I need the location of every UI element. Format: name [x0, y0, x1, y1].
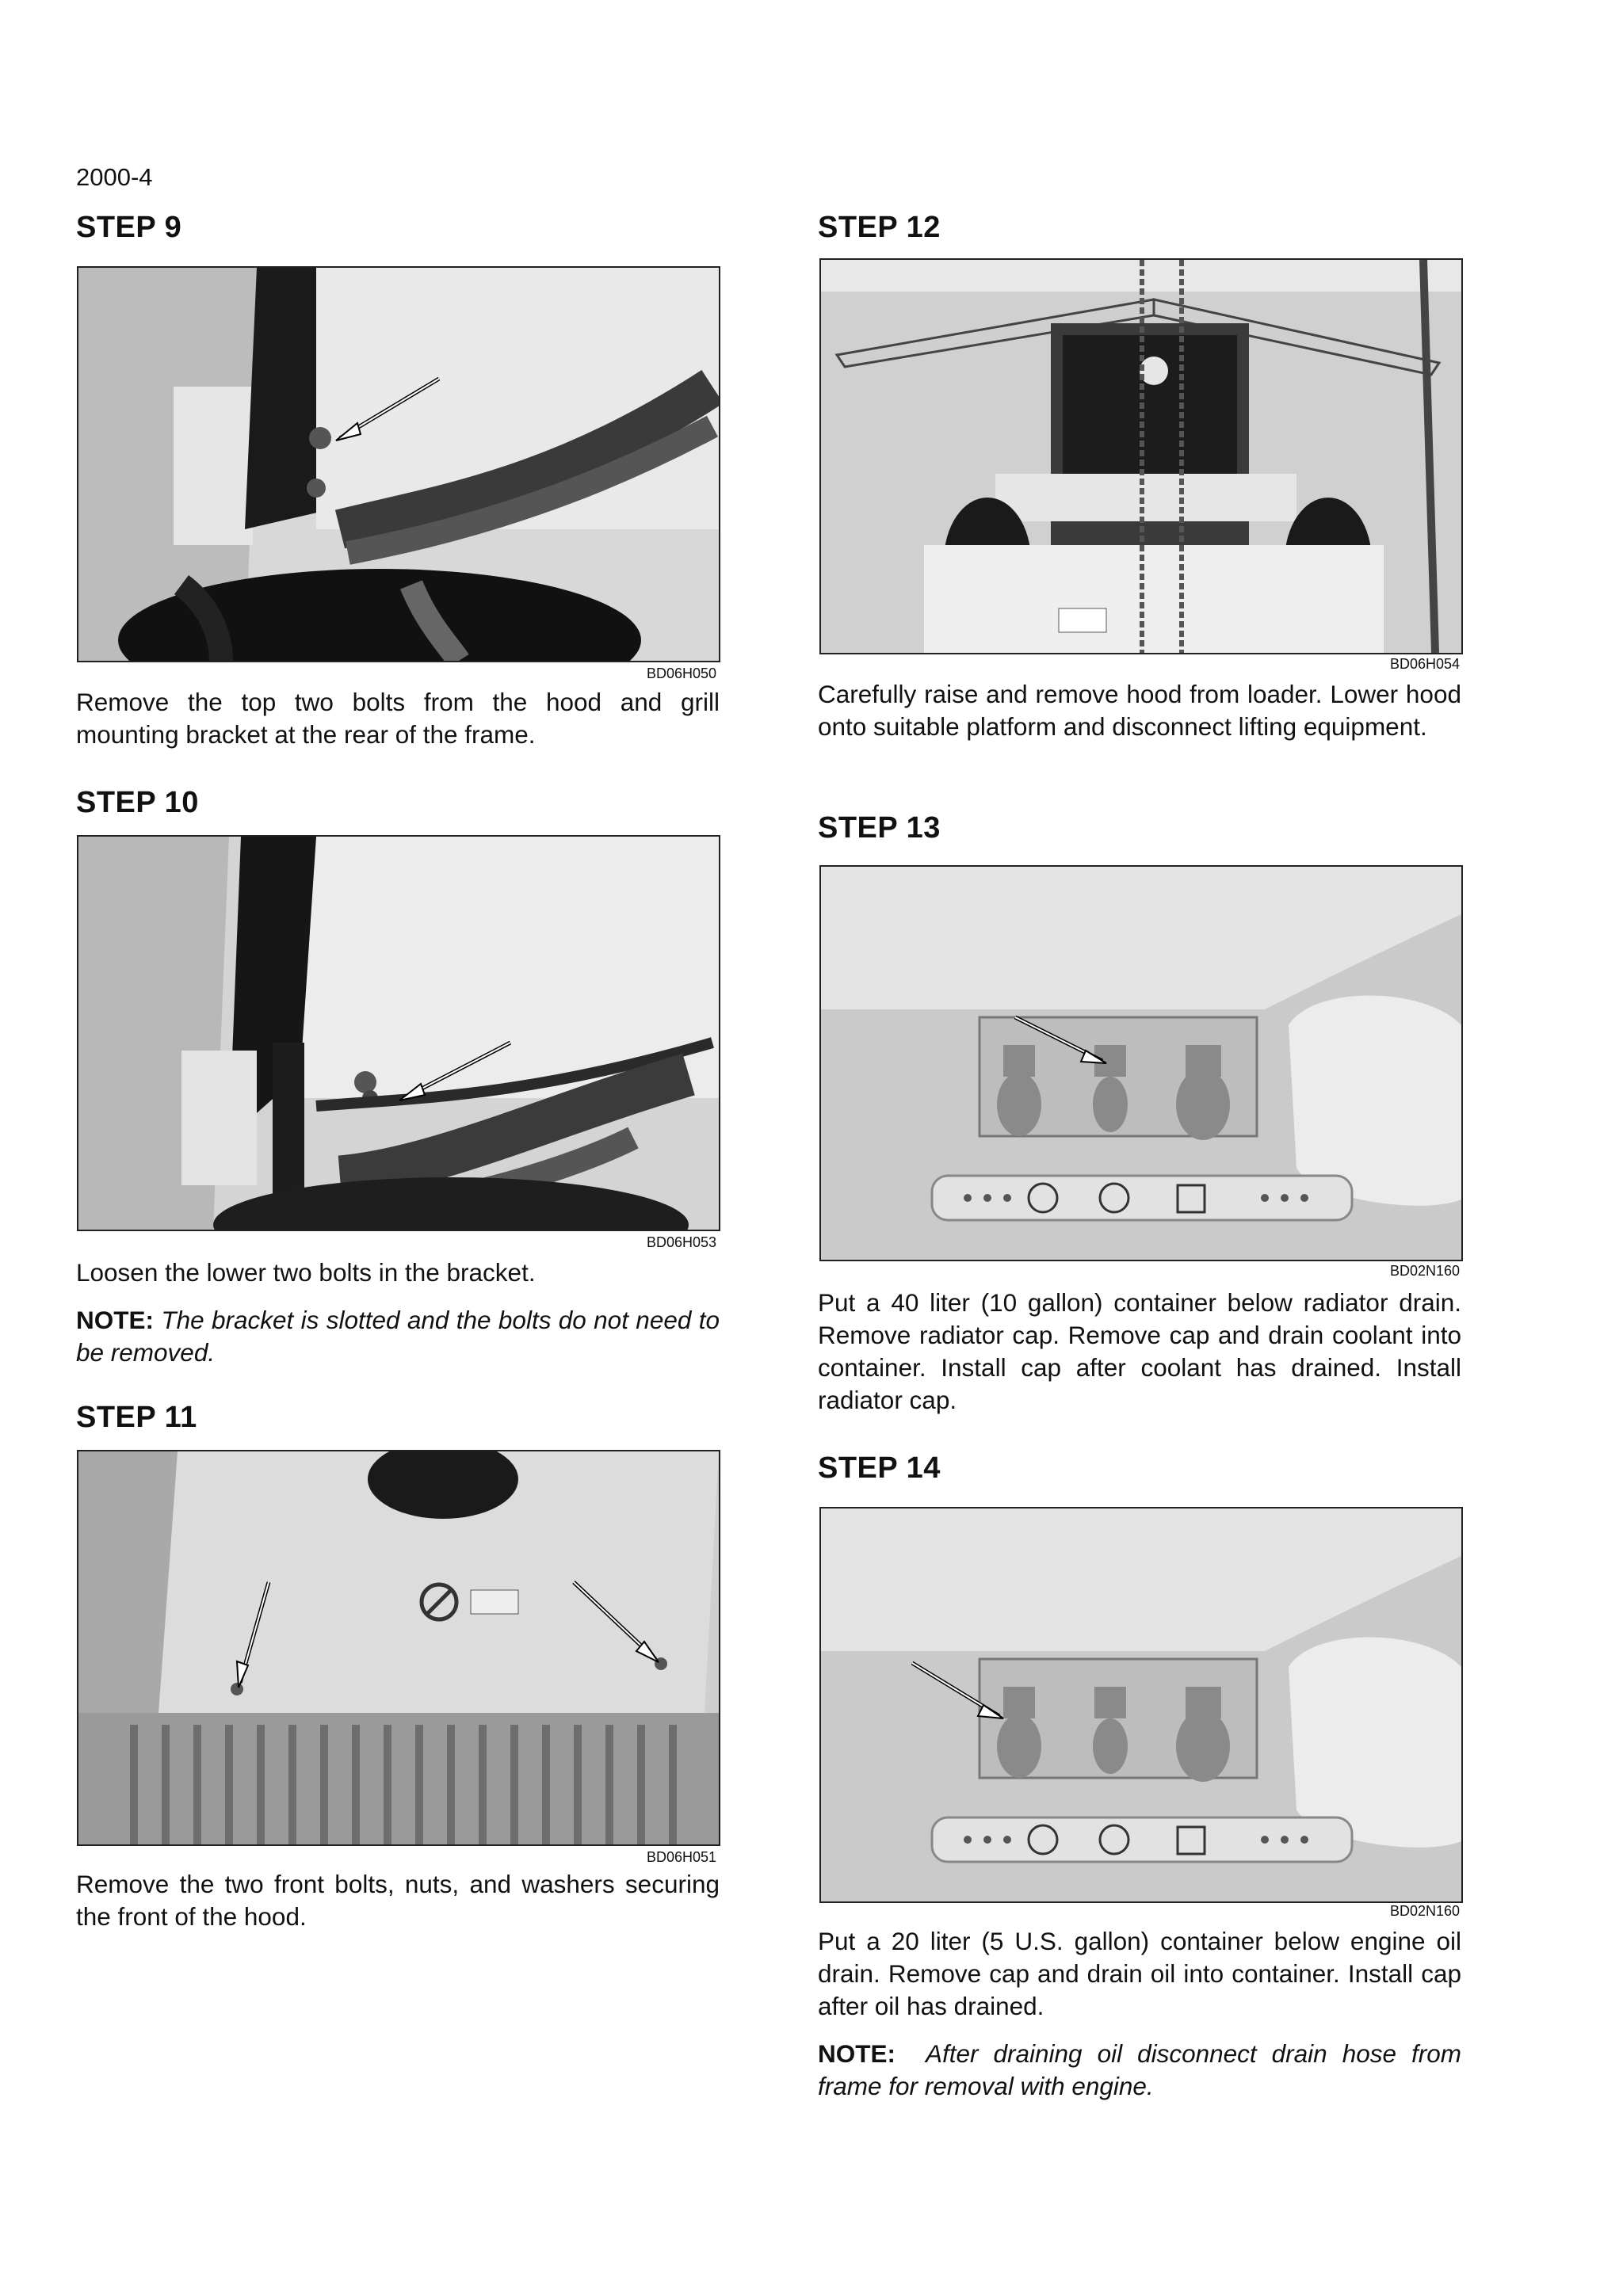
step-14-title: STEP 14 — [818, 1451, 941, 1485]
step-10-photo-id: BD06H053 — [646, 1234, 716, 1250]
step-10-title: STEP 10 — [76, 786, 199, 819]
step-9-photo — [77, 266, 720, 662]
step-11-photo-id: BD06H051 — [646, 1849, 716, 1865]
step-13-title: STEP 13 — [818, 811, 941, 845]
step-14-note — [818, 2038, 1461, 2103]
step-14-note-text: After draining oil disconnect drain hose from frame for removal with engine. — [818, 2039, 1461, 2100]
step-9-title: STEP 9 — [76, 211, 182, 244]
step-9-caption: Remove the top two bolts from the hood and grill mounting bracket at the rear of the frame. — [76, 688, 720, 749]
step-12-title: STEP 12 — [818, 211, 941, 244]
step-12-caption: Carefully raise and remove hood from loader. Lower hood onto suitable platform and disconnect lifting equipment. — [818, 680, 1461, 741]
step-11-title: STEP 11 — [76, 1401, 197, 1434]
step-12-photo-id: BD06H054 — [1389, 656, 1460, 672]
step-14-photo-id: BD02N160 — [1389, 1903, 1460, 1919]
step-11-caption: Remove the two front bolts, nuts, and washers securing the front of the hood. — [76, 1870, 720, 1931]
step-14-caption: Put a 20 liter (5 U.S. gallon) container below engine oil drain. Remove cap and drain oil into container. Install cap after oil has drained. — [818, 1927, 1461, 2020]
step-10-note — [76, 1304, 720, 1369]
step-10-note-text: The bracket is slotted and the bolts do not need to be removed. — [76, 1306, 720, 1367]
step-13-photo — [819, 865, 1463, 1261]
step-10-caption: Loosen the lower two bolts in the bracket. — [76, 1258, 536, 1287]
step-13-photo-id: BD02N160 — [1389, 1263, 1460, 1279]
step-10-note-label: NOTE: — [76, 1306, 154, 1334]
step-10-photo — [77, 835, 720, 1231]
step-14-note-label: NOTE: — [818, 2039, 896, 2068]
step-11-photo — [77, 1450, 720, 1846]
step-12-photo — [819, 258, 1463, 654]
page-number: 2000-4 — [76, 163, 153, 191]
step-14-photo — [819, 1507, 1463, 1903]
step-13-caption: Put a 40 liter (10 gallon) container below radiator drain. Remove radiator cap. Remove cap and drain coolant into container. Install cap after coolant has drained. Install radiator cap. — [818, 1288, 1461, 1414]
step-9-photo-id: BD06H050 — [646, 666, 716, 681]
